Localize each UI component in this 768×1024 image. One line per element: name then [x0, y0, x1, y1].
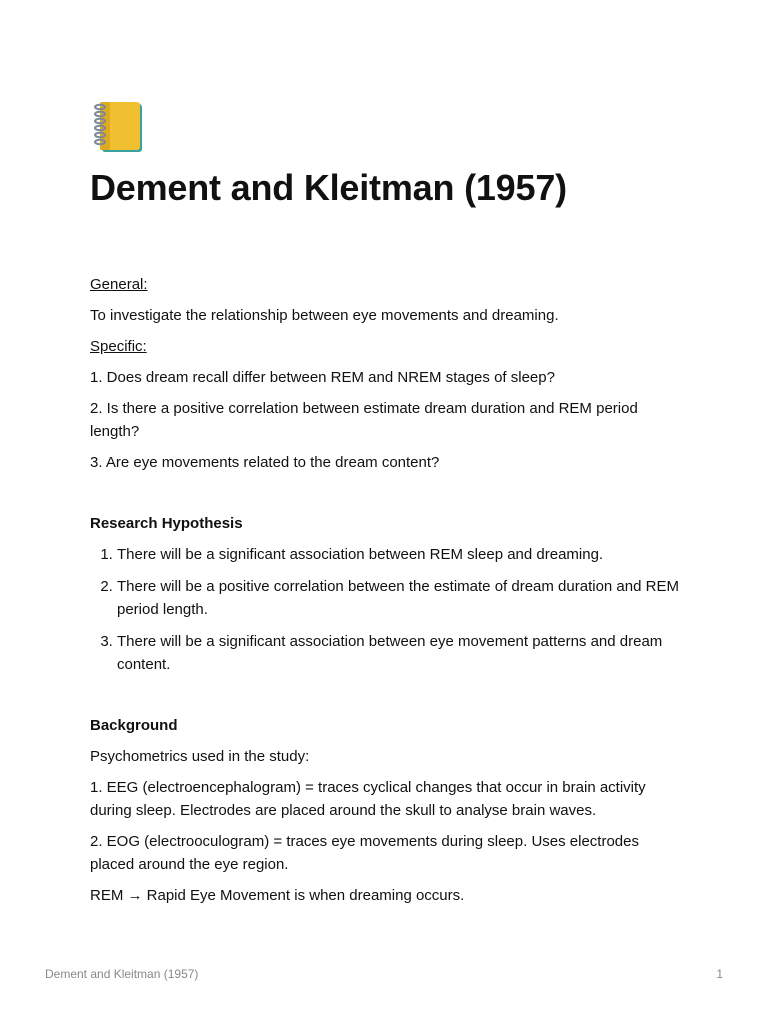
specific-aim-item: 2. Is there a positive correlation between estimate dream duration and REM period length? — [90, 400, 638, 440]
document-body — [90, 273, 680, 907]
specific-aim-label: Specific: — [90, 338, 147, 355]
hypothesis-list — [90, 543, 680, 676]
hypothesis-item: 3. There will be a significant association between eye movement patterns and dream content. — [117, 630, 680, 676]
general-aim-label: General: — [90, 276, 148, 293]
notebook-icon — [94, 98, 146, 156]
background-heading: Background — [90, 717, 178, 734]
hypothesis-item: 1. There will be a significant association between REM sleep and dreaming. — [117, 543, 680, 566]
footer-title: Dement and Kleitman (1957) — [45, 967, 199, 981]
background-intro: Psychometrics used in the study: — [90, 748, 310, 765]
background-item: REM → Rapid Eye Movement is when dreaming occurs. — [90, 887, 465, 904]
hypothesis-item: 2. There will be a positive correlation between the estimate of dream duration and REM period length. — [117, 575, 680, 621]
page — [90, 98, 680, 915]
hypothesis-heading: Research Hypothesis — [90, 515, 243, 532]
background-item: 1. EEG (electroencephalogram) = traces cyclical changes that occur in brain activity during sleep. Electrodes are placed around the skull to analyse brain waves. — [90, 779, 646, 819]
background-item: 2. EOG (electrooculogram) = traces eye movements during sleep. Uses electrodes placed around the eye region. — [90, 833, 639, 873]
specific-aim-item: 1. Does dream recall differ between REM and NREM stages of sleep? — [90, 369, 555, 386]
page-title: Dement and Kleitman (1957) — [90, 167, 567, 208]
page-number: 1 — [716, 967, 723, 981]
general-aim-text: To investigate the relationship between eye movements and dreaming. — [90, 307, 559, 324]
specific-aim-item: 3. Are eye movements related to the dream content? — [90, 454, 440, 471]
